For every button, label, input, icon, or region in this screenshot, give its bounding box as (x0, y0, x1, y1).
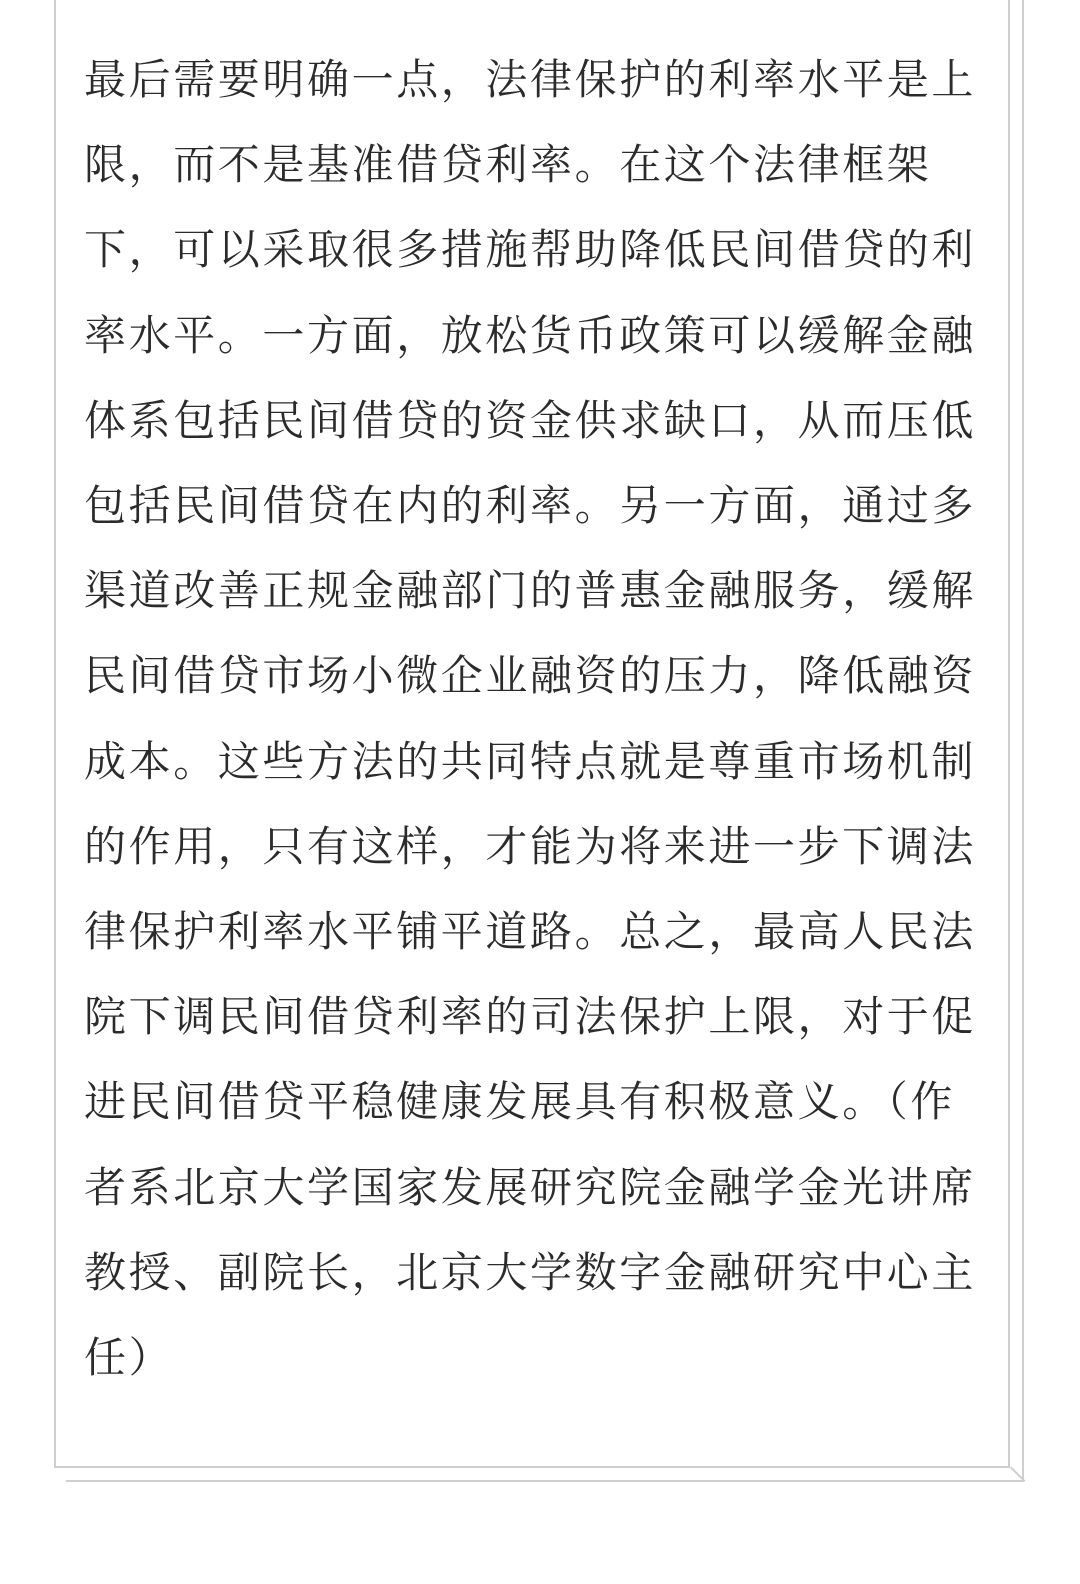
article-paragraph: 最后需要明确一点，法律保护的利率水平是上限，而不是基准借贷利率。在这个法律框架下，可以采取很多措施帮助降低民间借贷的利率水平。一方面，放松货币政策可以缓解金融体系包括民间借贷的资金供求缺口，从而压低包括民间借贷在内的利率。另一方面，通过多渠道改善正规金融部门的普惠金融服务，缓解民间借贷市场小微企业融资的压力，降低融资成本。这些方法的共同特点就是尊重市场机制的作用，只有这样，才能为将来进一步下调法律保护利率水平铺平道路。总之，最高人民法院下调民间借贷利率的司法保护上限，对于促进民间借贷平稳健康发展具有积极意义。（作者系北京大学国家发展研究院金融学金光讲席教授、副院长，北京大学数字金融研究中心主任） (84, 55, 977, 1383)
